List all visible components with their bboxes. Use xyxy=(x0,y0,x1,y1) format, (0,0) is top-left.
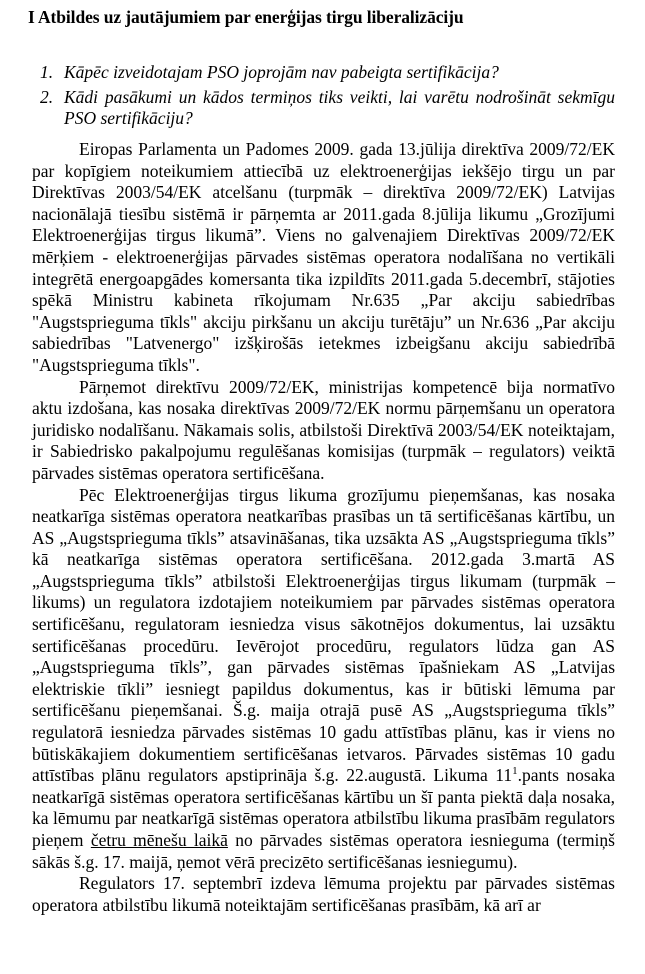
question-text: Kāpēc izveidotajam PSO joprojām nav pabeigta sertifikācija? xyxy=(64,62,499,82)
superscript-marker: 1 xyxy=(512,765,518,778)
question-text: Kādi pasākumi un kādos termiņos tiks veikti, lai varētu nodrošināt sekmīgu PSO sertifikāciju? xyxy=(64,87,615,128)
paragraph-transposition: Pārņemot direktīvu 2009/72/EK, ministrijas kompetencē bija normatīvo aktu izdošana, kas nosaka direktīvas 2009/72/EK normu pārņemšanu un operatora juridisko nodalīšanu. Nākamais solis, atbilstoši Direktīvā 2003/54/EK noteiktajam, ir Sabiedrisko pakalpojumu regulēšanas komisijas (turpmāk – regulators) veiktā pārvades sistēmas operatora sertificēšana. xyxy=(32,376,615,483)
question-number: 2. xyxy=(40,87,54,107)
underlined-deadline: četru mēnešu laikā xyxy=(90,830,228,850)
answer-body xyxy=(32,139,615,916)
section-heading: I Atbildes uz jautājumiem par enerģijas tirgu liberalizāciju xyxy=(28,7,464,27)
paragraph-certification-text-2: .pants nosaka neatkarīgā sistēmas operatora sertificēšanas kārtību un šī panta piektā daļa nosaka, ka lēmumu par neatkarīgā sistēmas operatora atbilstību likuma prasībām regulators pieņem xyxy=(32,765,615,850)
paragraph-certification xyxy=(32,485,615,874)
question-item xyxy=(40,87,615,129)
paragraph-certification-text-1: Pēc Elektroenerģijas tirgus likuma grozījumu pieņemšanas, kas nosaka neatkarīga sistēmas operatora neatkarības prasības un tā sertificēšanas kārtību, un AS „Augstsprieguma tīkls” atsavināšanas, tika uzsākta AS „Augstsprieguma tīkls” kā neatkarīga sistēmas operatora sertificēšana. 2012.gada 3.martā AS „Augstsprieguma tīkls” atbilstoši Elektroenerģijas tirgus likumam (turpmāk – likums) un regulatora izdotajiem noteikumiem par pārvades sistēmas operatora sertificēšanu, regulatoram iesniedza visus sākotnējos dokumentus, lai uzsāktu sertificēšanas procedūru. Ievērojot procedūru, regulators lūdza gan AS „Augstsprieguma tīkls”, gan pārvades sistēmas īpašniekam AS „Latvijas elektriskie tīkli” iesniegt papildus dokumentus, kas ir būtiski lēmuma par sertificēšanu pieņemšanai. Š.g. maija otrajā pusē AS „Augstsprieguma tīkls” regulatorā iesniedza pārvades sistēmas 10 gadu attīstības plānu, kas ir viens no būtiskākajiem dokumentiem sertificēšanas ietvaros. Pārvades sistēmas 10 gadu attīstības plānu regulators apstiprināja š.g. 22.augustā. Likuma 11 xyxy=(32,484,615,786)
question-number: 1. xyxy=(40,62,54,82)
question-item xyxy=(40,62,615,83)
paragraph-decision: Regulators 17. septembrī izdeva lēmuma projektu par pārvades sistēmas operatora atbilstību likumā noteiktajām sertificēšanas prasībām, kā arī ar xyxy=(32,873,615,915)
paragraph-directive: Eiropas Parlamenta un Padomes 2009. gada 13.jūlija direktīva 2009/72/EK par kopīgiem noteikumiem attiecībā uz elektroenerģijas iekšējo tirgu un par Direktīvas 2003/54/EK atcelšanu (turpmāk – direktīva 2009/72/EK) Latvijas nacionālajā tiesību sistēmā ir pārņemta ar 2011.gada 8.jūlija likumu „Grozījumi Elektroenerģijas tirgus likumā”. Viens no galvenajiem Direktīvas 2009/72/EK mērķiem - elektroenerģijas pārvades sistēmas operatora nodalīšana no vertikāli integrētā energoapgādes komersanta tika izpildīts 2011.gada 5.decembrī, stājoties spēkā Ministru kabineta rīkojumam Nr.635 „Par akciju sabiedrības "Augstsprieguma tīkls" akciju pirkšanu un akciju turētāju” un Nr.636 „Par akciju sabiedrības "Latvenergo" izšķirošās ietekmes izbeigšanu akciju sabiedrībā "Augstsprieguma tīkls". xyxy=(32,139,615,375)
paragraph-certification-text-3: no pārvades sistēmas operatora iesnieguma (termiņš sākās š.g. 17. maijā, ņemot vērā precizēto sertificēšanas iesniegumu). xyxy=(32,830,615,872)
question-list xyxy=(32,62,615,129)
